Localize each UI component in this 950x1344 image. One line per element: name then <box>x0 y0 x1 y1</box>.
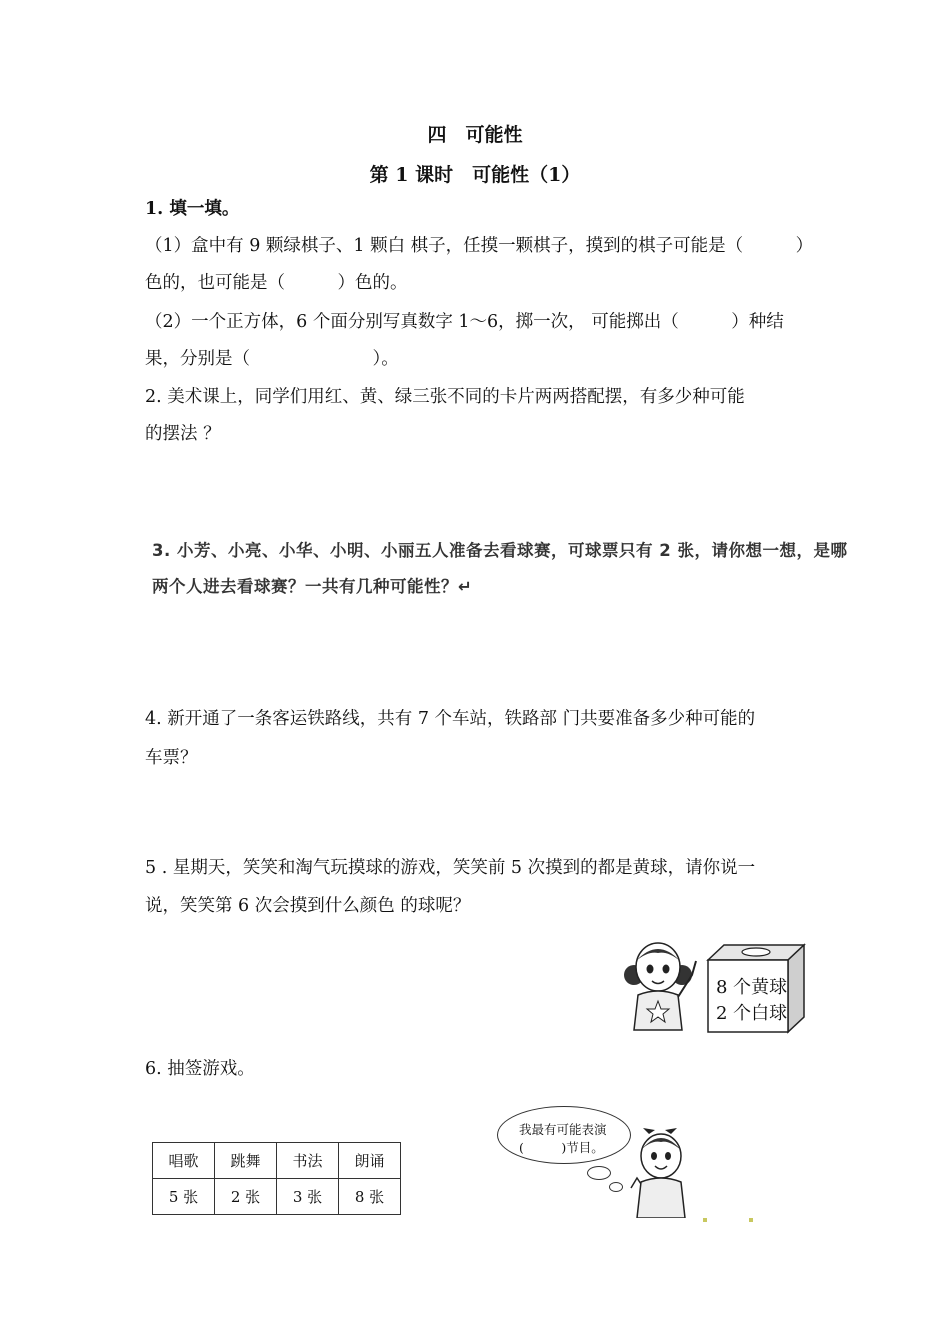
q1-part2-line1: （2）一个正方体，6 个面分别写真数字 1～6，掷一次， 可能掷出（ ）种结 <box>145 312 784 332</box>
q1-part2-line2: 果，分别是（ ）。 <box>145 349 399 369</box>
lesson-title: 第 1 课时 可能性（1） <box>369 164 581 186</box>
table-cell: 5 张 <box>153 1179 215 1215</box>
q2-line1: 2. 美术课上，同学们用红、黄、绿三张不同的卡片两两搭配摆，有多少种可能 <box>145 387 745 407</box>
unit-title: 四 可能性 <box>427 124 523 146</box>
lottery-table <box>152 1142 401 1215</box>
bubble-text-line2: ( )节目。 <box>519 1140 604 1155</box>
girl-speech-illustration <box>495 1100 715 1220</box>
q2-line2: 的摆法 ？ <box>145 424 221 444</box>
table-header-cell: 跳舞 <box>215 1143 277 1179</box>
q1-part1-line1: （1）盒中有 9 颗绿棋子、1 颗白 棋子，任摸一颗棋子，摸到的棋子可能是（ ） <box>145 236 814 256</box>
q4-line1: 4. 新开通了一条客运铁路线，共有 7 个车站，铁路部 门共要准备多少种可能的 <box>145 709 756 729</box>
q3-line2: 两个人进去看球赛？一共有几种可能性？↵ <box>152 577 473 596</box>
q3-line1: 3. 小芳、小亮、小华、小明、小丽五人准备去看球赛，可球票只有 2 张，请你想一想，是哪 <box>152 541 848 560</box>
table-header-cell: 书法 <box>277 1143 339 1179</box>
table-header-cell: 唱歌 <box>153 1143 215 1179</box>
table-header-row <box>153 1143 401 1179</box>
table-cell: 3 张 <box>277 1179 339 1215</box>
scan-mark <box>749 1218 753 1222</box>
bubble-text-line1: 我最有可能表演 <box>519 1122 607 1137</box>
table-cell: 8 张 <box>339 1179 401 1215</box>
box-label-white: 2 个白球 <box>716 1003 788 1024</box>
q6-heading: 6. 抽签游戏。 <box>145 1059 255 1079</box>
q1-part1-line2: 色的，也可能是（ ）色的。 <box>145 273 408 293</box>
thought-dot <box>609 1182 623 1192</box>
girl-icon <box>623 1126 695 1218</box>
table-header-cell: 朗诵 <box>339 1143 401 1179</box>
scan-mark <box>703 1218 707 1222</box>
girl-with-ball-box-illustration <box>620 935 810 1035</box>
q5-line1: 5 . 星期天，笑笑和淘气玩摸球的游戏，笑笑前 5 次摸到的都是黄球，请你说一 <box>145 858 756 878</box>
q3-scanned-image <box>140 525 848 605</box>
thought-dot <box>587 1166 611 1180</box>
q4-line2: 车票？ <box>145 748 198 768</box>
box-label-yellow: 8 个黄球 <box>716 977 788 998</box>
table-row <box>153 1179 401 1215</box>
q5-line2: 说，笑笑第 6 次会摸到什么颜色 的球呢？ <box>145 896 471 916</box>
q1-heading: 1. 填一填。 <box>145 199 240 219</box>
table-cell: 2 张 <box>215 1179 277 1215</box>
